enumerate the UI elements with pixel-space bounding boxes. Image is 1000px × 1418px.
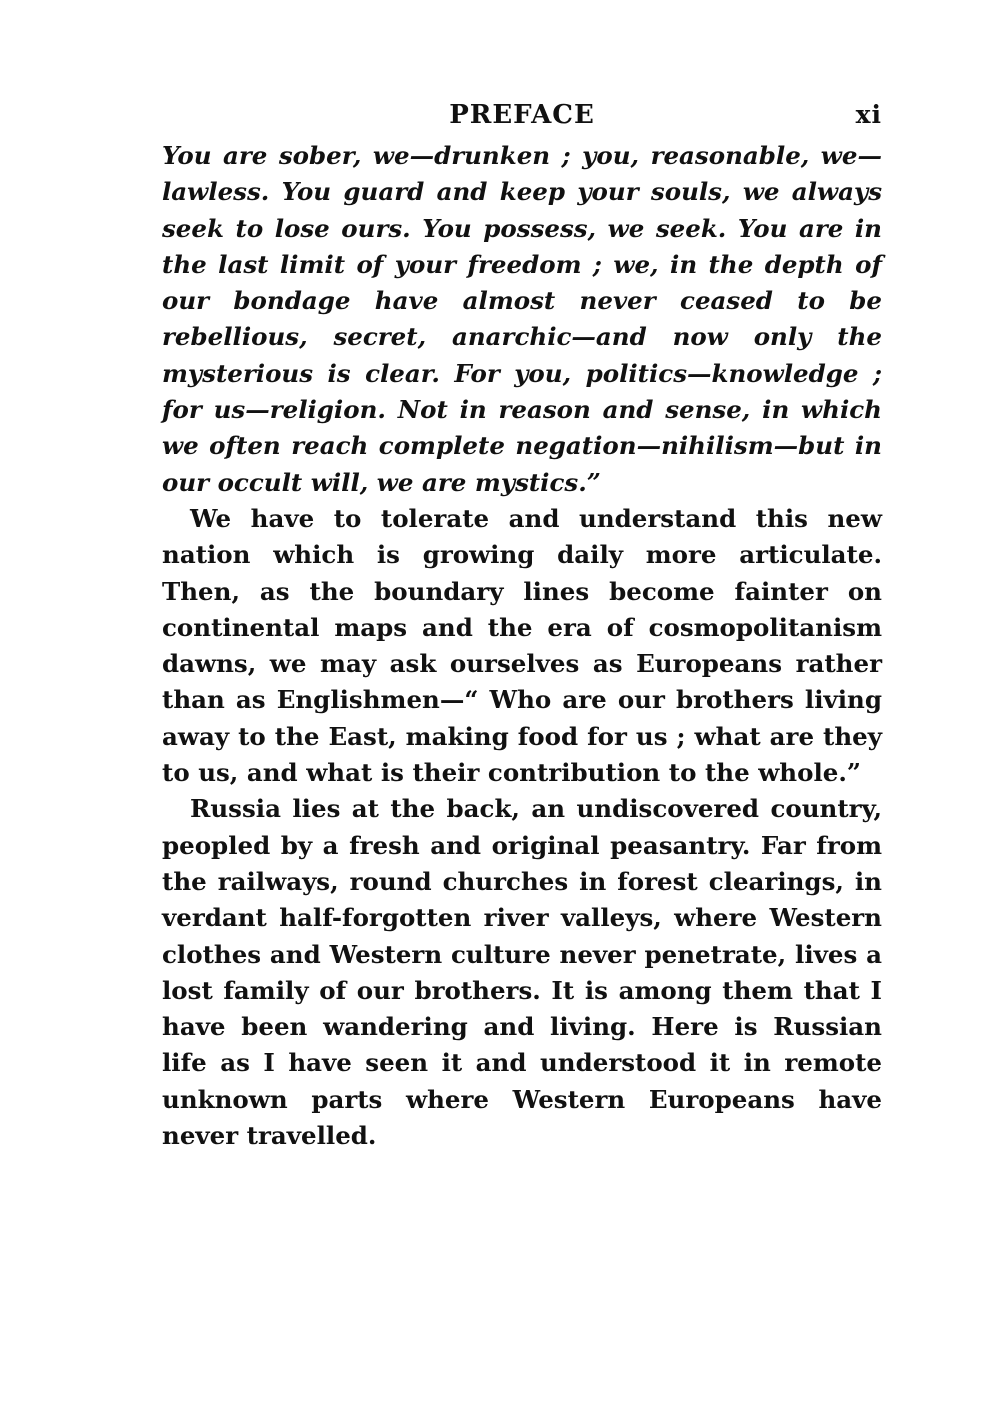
running-head: [162, 98, 882, 138]
body-paragraph-russia: Russia lies at the back, an undiscovered country, peopled by a fresh and original peasantry. Far from the railways, round churches in forest clearings, in verdant half-forgotten river valleys, where Western clothes and Western culture never penetrate, lives a lost family of our brothers. It is among them that I have been wandering and living. Here is Russian life as I have seen it and understood it in remote unknown parts where Western Europeans have never travelled.: [162, 794, 882, 1151]
page-title: PREFACE: [449, 100, 595, 130]
book-page: [162, 98, 882, 1154]
quote-paragraph: You are sober, we—drunken ; you, reasonable, we—lawless. You guard and keep your souls, we always seek to lose ours. You possess, we seek. You are in the last limit of your freedom ; we, in the depth of our bondage have almost never ceased to be rebellious, secret, anarchic—and now only the mysterious is clear. For you, politics—knowledge ; for us—religion. Not in reason and sense, in which we often reach complete negation—nihilism—but in our occult will, we are mystics.”: [162, 141, 882, 497]
body-paragraph-nation: We have to tolerate and understand this new nation which is growing daily more articulate. Then, as the boundary lines become fainter on continental maps and the era of cosmopolitanism dawns, we may ask ourselves as Europeans rather than as Englishmen—“ Who are our brothers living away to the East, making food for us ; what are they to us, and what is their contribution to the whole.”: [162, 503, 882, 788]
page-number: xi: [855, 100, 882, 129]
